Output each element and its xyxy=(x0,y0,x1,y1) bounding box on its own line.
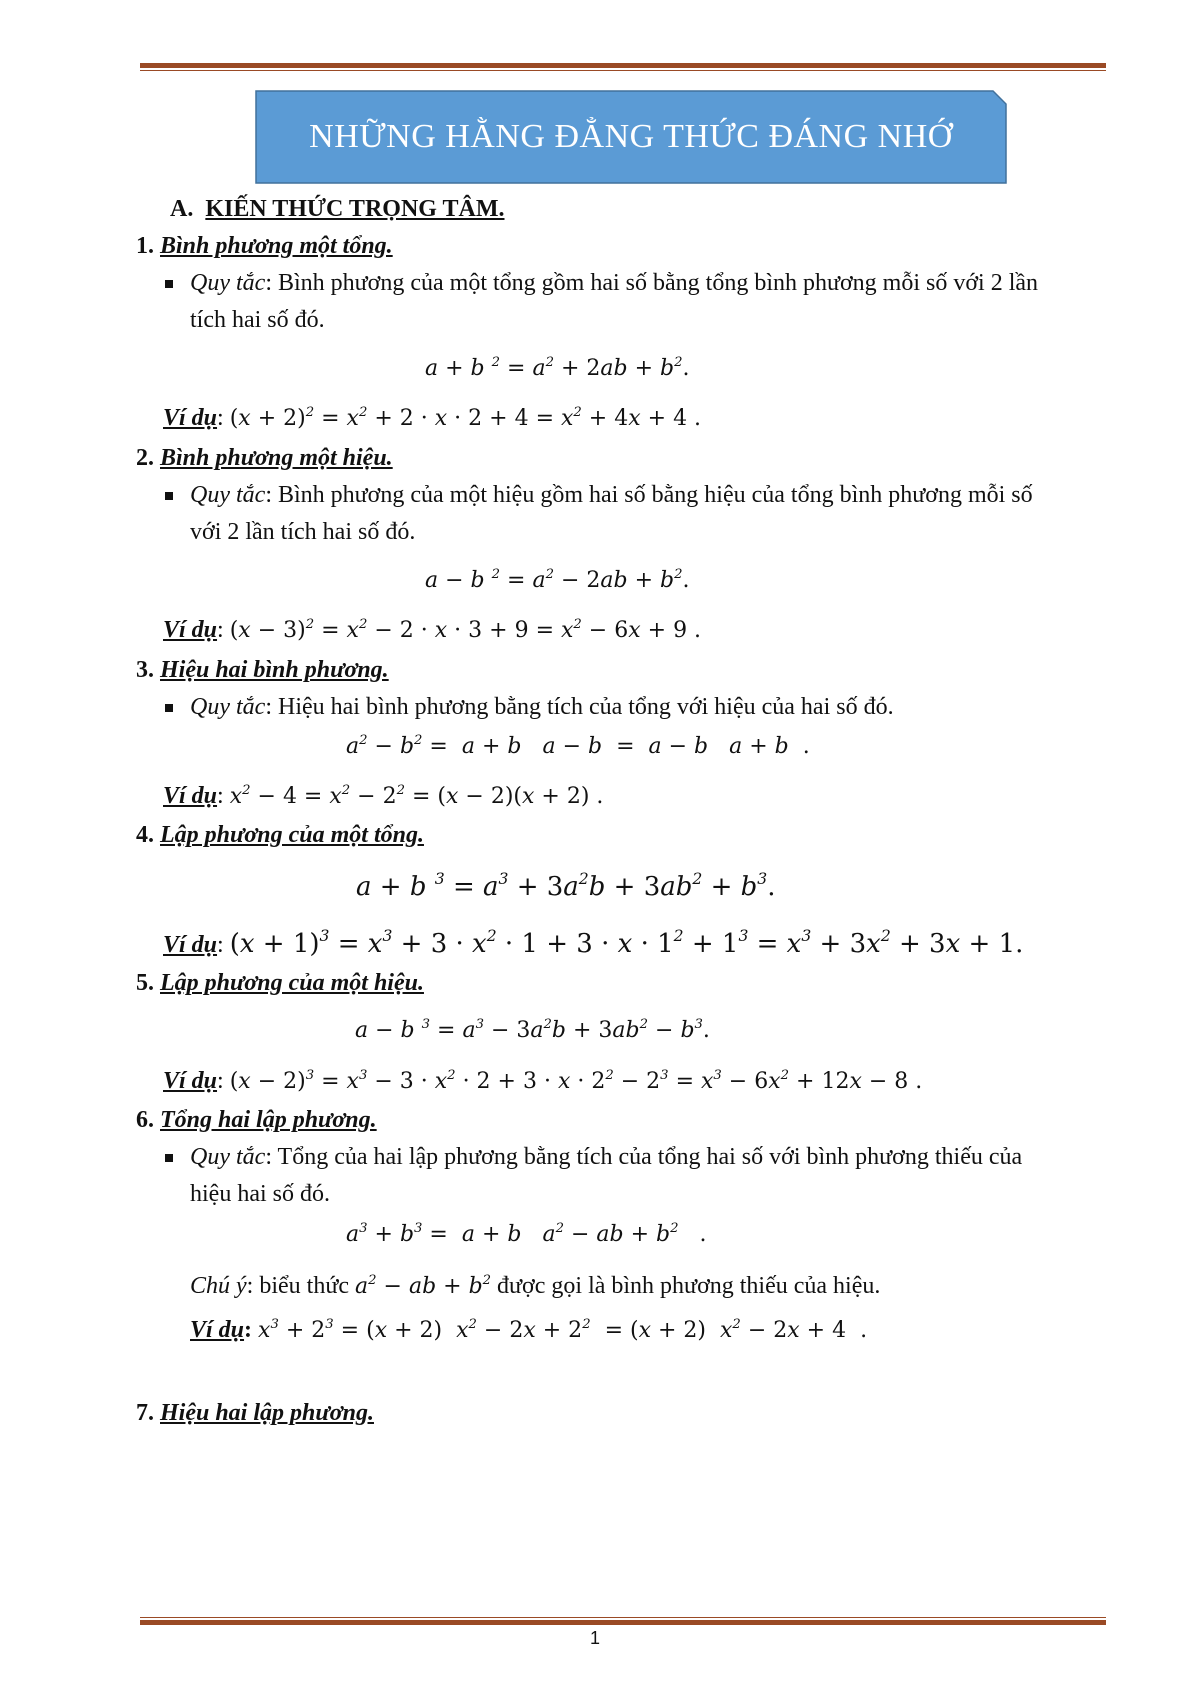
bottom-rule xyxy=(140,1617,1106,1625)
example-label: Ví dụ xyxy=(163,405,218,431)
note-text-2: được gọi là bình phương thiếu của hiệu. xyxy=(497,1273,881,1299)
section-6-note xyxy=(190,1273,880,1300)
title-banner xyxy=(255,90,1007,184)
section-1-number: 1. xyxy=(136,233,154,259)
rule-text: : Bình phương của một tổng gồm hai số bằng tổng bình phương mỗi số với 2 lần xyxy=(265,270,1039,296)
section-3-heading xyxy=(136,657,389,684)
rule-label: Quy tắc xyxy=(190,694,266,720)
section-2-rule-line2: với 2 lần tích hai số đó. xyxy=(190,519,416,545)
formula-difference-of-squares: $a^2 - b^2 = a + b$ a − b = a − b a + b . xyxy=(346,732,810,759)
section-3-title: Hiệu hai bình phương. xyxy=(160,657,389,683)
bullet-icon xyxy=(165,280,173,288)
section-2-rule-line1 xyxy=(190,482,1033,509)
formula-cube-of-sum: a + b $^3 = a^3 + 3a^2b + 3ab^2 + b^3$. xyxy=(356,870,776,902)
section-1-heading xyxy=(136,233,393,260)
note-text-1: : biểu thức xyxy=(246,1273,349,1299)
section-3-number: 3. xyxy=(136,657,154,683)
section-7-number: 7. xyxy=(136,1400,154,1426)
formula-cube-of-difference: a − b $^3 = a^3 - 3a^2b + 3ab^2 - b^3$. xyxy=(355,1016,710,1043)
example-formula: $(x - 2)^3 = x^3 - 3 \cdot x^2 \cdot 2 + 3 \cdot x \cdot 2^2 - 2^3 = x^3 - 6x^2 + 12x - 8$ . xyxy=(229,1067,923,1094)
rule-label: Quy tắc xyxy=(190,270,266,296)
example-formula: $(x - 3)^2 = x^2 - 2 \cdot x \cdot 3 + 9 = x^2 - 6x + 9$ . xyxy=(229,616,702,643)
formula-square-of-difference: a − b $^2 = a^2 - 2ab + b^2$. xyxy=(425,566,690,593)
bullet-icon xyxy=(165,704,173,712)
section-7-heading xyxy=(136,1400,374,1427)
bullet-icon xyxy=(165,1154,173,1162)
section-a-title: KIẾN THỨC TRỌNG TÂM. xyxy=(205,196,505,222)
example-formula: $x^3 + 2^3 = (x + 2) x^2 - 2x + 2^2 = (x + 2) x^2 - 2x + 4$ . xyxy=(258,1316,868,1343)
section-3-example: Ví dụ: $x^2 - 4 = x^2 - 2^2 = (x - 2)(x + 2)$ . xyxy=(163,782,604,809)
section-3-rule-line1 xyxy=(190,694,894,721)
section-7-title: Hiệu hai lập phương. xyxy=(160,1400,374,1426)
section-6-rule-line2: hiệu hai số đó. xyxy=(190,1181,330,1207)
rule-label: Quy tắc xyxy=(190,482,266,508)
section-1-example: Ví dụ: $(x + 2)^2 = x^2 + 2 \cdot x \cdot 2 + 4 = x^2 + 4x + 4$ . xyxy=(163,404,702,431)
section-5-title: Lập phương của một hiệu. xyxy=(160,970,424,996)
section-5-heading xyxy=(136,970,424,997)
rule-text: : Bình phương của một hiệu gồm hai số bằng hiệu của tổng bình phương mỗi số xyxy=(265,482,1033,508)
example-formula: $(x + 1)^3 = x^3 + 3 \cdot x^2 \cdot 1 + 3 \cdot x \cdot 1^2 + 1^3 = x^3 + 3x^2 + 3x + 1$. xyxy=(229,927,1024,959)
banner-title: NHỮNG HẰNG ĐẲNG THỨC ĐÁNG NHỚ xyxy=(309,118,953,155)
note-formula: $a^2$ − ab + $b^2$ xyxy=(355,1272,492,1299)
section-1-rule-line2: tích hai số đó. xyxy=(190,307,325,333)
example-label: Ví dụ xyxy=(163,617,218,643)
section-a-prefix: A. xyxy=(170,196,194,222)
rule-label: Quy tắc xyxy=(190,1144,266,1170)
section-4-number: 4. xyxy=(136,822,154,848)
example-label: Ví dụ xyxy=(190,1317,245,1343)
example-label: Ví dụ xyxy=(163,932,218,958)
section-1-title: Bình phương một tổng. xyxy=(160,233,393,259)
section-a-heading xyxy=(170,196,505,223)
section-6-title: Tổng hai lập phương. xyxy=(160,1107,377,1133)
section-6-heading xyxy=(136,1107,377,1134)
formula-square-of-sum: a + b $^2 = a^2 + 2ab + b^2$. xyxy=(425,354,690,381)
section-4-example: Ví dụ: $(x + 1)^3 = x^3 + 3 \cdot x^2 \cdot 1 + 3 \cdot x \cdot 1^2 + 1^3 = x^3 + 3x^2 + 3x + 1$. xyxy=(163,927,1024,959)
section-5-example: Ví dụ: $(x - 2)^3 = x^3 - 3 \cdot x^2 \cdot 2 + 3 \cdot x \cdot 2^2 - 2^3 = x^3 - 6x^2 + 12x - 8$ . xyxy=(163,1067,923,1094)
section-2-title: Bình phương một hiệu. xyxy=(160,445,393,471)
top-rule xyxy=(140,63,1106,71)
example-label: Ví dụ xyxy=(163,1068,218,1094)
section-6-example: Ví dụ: $x^3 + 2^3 = (x + 2) x^2 - 2x + 2^2 = (x + 2) x^2 - 2x + 4$ . xyxy=(190,1316,868,1343)
section-2-example: Ví dụ: $(x - 3)^2 = x^2 - 2 \cdot x \cdot 3 + 9 = x^2 - 6x + 9$ . xyxy=(163,616,702,643)
note-label: Chú ý xyxy=(190,1273,247,1299)
formula-sum-of-cubes: $a^3 + b^3 = a + b$ $a^2$ − ab + $b^2$ . xyxy=(346,1220,707,1247)
rule-text: : Tổng của hai lập phương bằng tích của tổng hai số với bình phương thiếu của xyxy=(265,1144,1023,1170)
bullet-icon xyxy=(165,492,173,500)
example-formula: $(x + 2)^2 = x^2 + 2 \cdot x \cdot 2 + 4 = x^2 + 4x + 4$ . xyxy=(229,404,702,431)
section-4-title: Lập phương của một tổng. xyxy=(160,822,424,848)
section-2-heading xyxy=(136,445,393,472)
page-number: 1 xyxy=(589,1628,600,1648)
section-2-number: 2. xyxy=(136,445,154,471)
example-label: Ví dụ xyxy=(163,783,218,809)
rule-text: : Hiệu hai bình phương bằng tích của tổng với hiệu của hai số đó. xyxy=(265,694,894,720)
section-6-number: 6. xyxy=(136,1107,154,1133)
section-6-rule-line1 xyxy=(190,1144,1022,1171)
section-5-number: 5. xyxy=(136,970,154,996)
section-1-rule-line1 xyxy=(190,270,1038,297)
example-formula: $x^2 - 4 = x^2 - 2^2 = (x - 2)(x + 2)$ . xyxy=(229,782,604,809)
section-4-heading xyxy=(136,822,424,849)
